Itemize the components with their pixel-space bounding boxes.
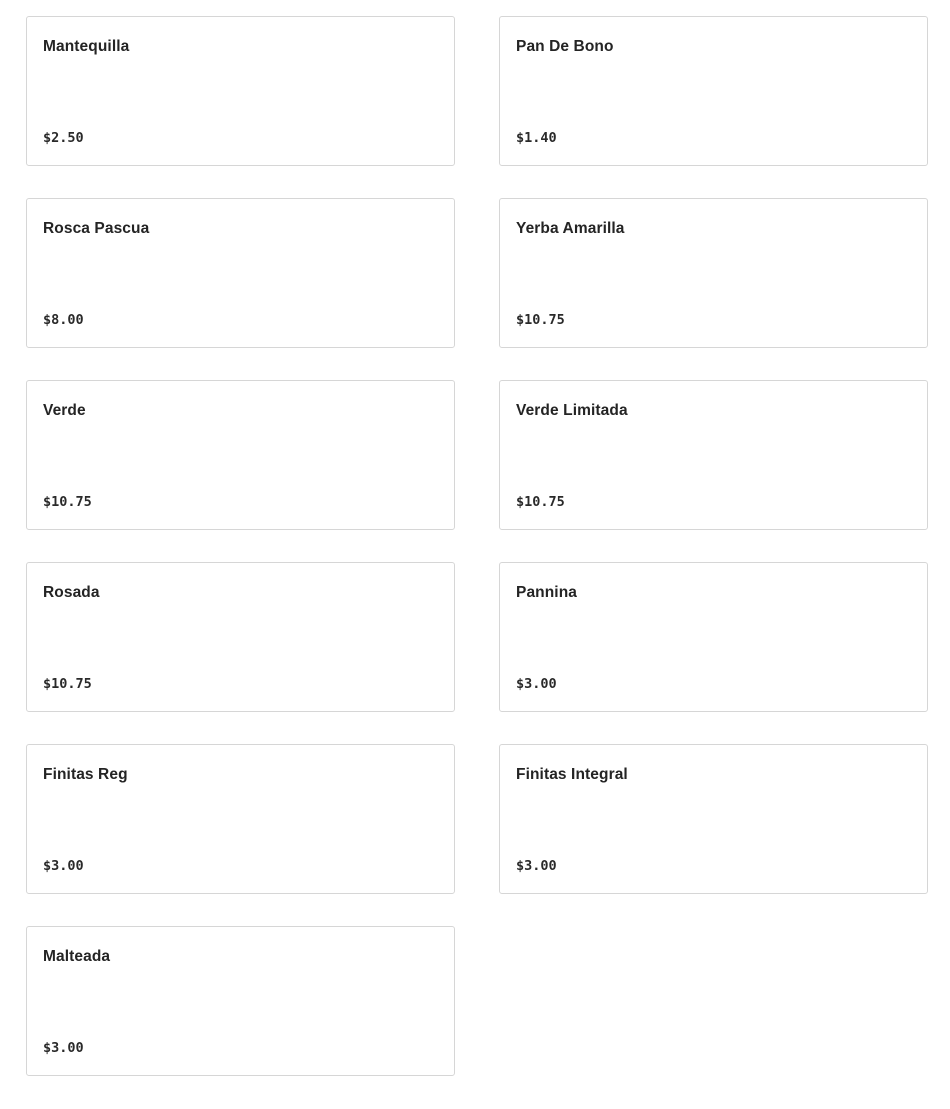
menu-item-price: $10.75 <box>516 494 565 510</box>
menu-item-card[interactable] <box>26 744 455 894</box>
menu-item-price: $8.00 <box>43 312 84 328</box>
menu-item-name: Finitas Integral <box>516 766 628 783</box>
menu-item-price: $3.00 <box>43 1040 84 1056</box>
menu-item-price: $3.00 <box>516 858 557 874</box>
menu-item-price: $2.50 <box>43 130 84 146</box>
menu-item-grid <box>26 16 928 1076</box>
menu-item-card[interactable] <box>26 562 455 712</box>
menu-item-name: Rosada <box>43 584 100 601</box>
menu-item-name: Yerba Amarilla <box>516 220 625 237</box>
menu-item-card[interactable] <box>26 380 455 530</box>
menu-item-card[interactable] <box>499 562 928 712</box>
menu-item-card[interactable] <box>26 926 455 1076</box>
menu-item-card[interactable] <box>499 380 928 530</box>
menu-item-price: $3.00 <box>43 858 84 874</box>
menu-item-name: Pan De Bono <box>516 38 614 55</box>
menu-item-card[interactable] <box>499 744 928 894</box>
menu-item-name: Pannina <box>516 584 577 601</box>
menu-item-name: Rosca Pascua <box>43 220 150 237</box>
menu-item-price: $10.75 <box>43 676 92 692</box>
menu-item-price: $10.75 <box>516 312 565 328</box>
menu-item-name: Malteada <box>43 948 111 965</box>
menu-item-price: $3.00 <box>516 676 557 692</box>
menu-item-name: Verde <box>43 402 86 419</box>
menu-item-card[interactable] <box>499 198 928 348</box>
menu-item-card[interactable] <box>26 198 455 348</box>
menu-item-card[interactable] <box>499 16 928 166</box>
menu-item-name: Verde Limitada <box>516 402 628 419</box>
menu-item-card[interactable] <box>26 16 455 166</box>
menu-item-name: Mantequilla <box>43 38 130 55</box>
menu-item-price: $10.75 <box>43 494 92 510</box>
menu-item-name: Finitas Reg <box>43 766 128 783</box>
menu-item-price: $1.40 <box>516 130 557 146</box>
